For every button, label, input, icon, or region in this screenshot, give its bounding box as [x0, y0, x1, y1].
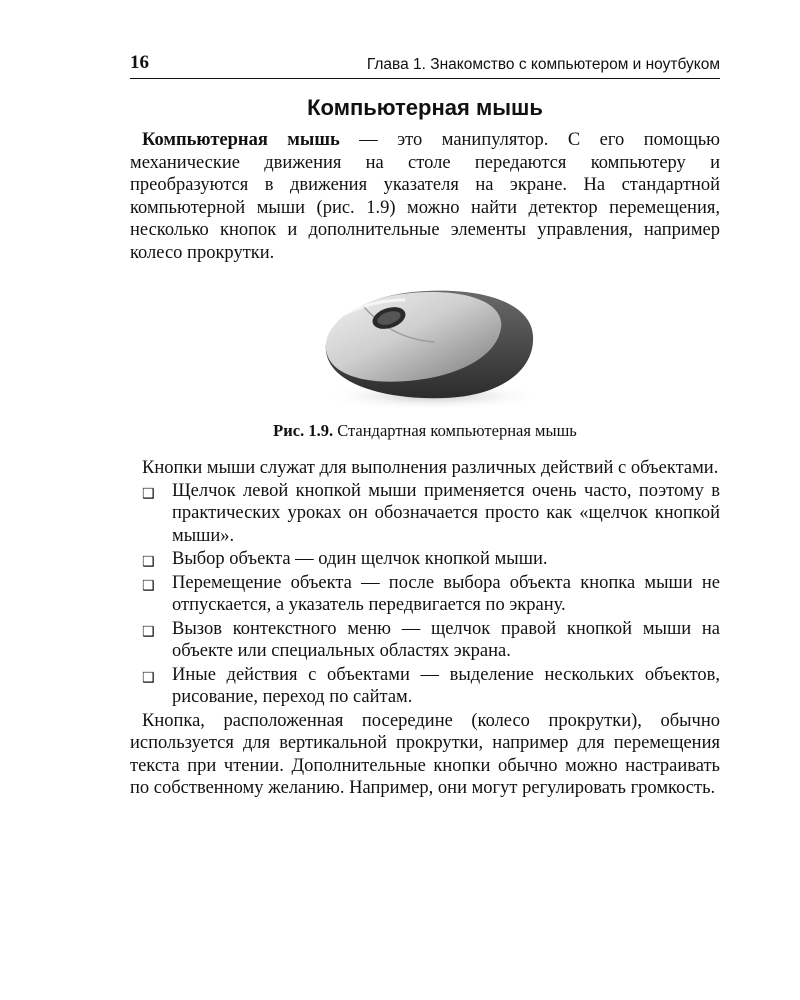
intro-paragraph — [130, 129, 720, 264]
running-title: Глава 1. Знакомство с компьютером и ноутбуком — [366, 56, 720, 73]
checkbox-bullet-icon: ❑ — [142, 554, 155, 570]
list-item — [130, 618, 720, 663]
figure-caption — [130, 421, 720, 441]
page-header — [130, 52, 720, 79]
list-item — [130, 480, 720, 548]
list-item-text: Иные действия с объектами — выделение нескольких объектов, рисование, переход по сайтам. — [172, 664, 720, 707]
section-title: Компьютерная мышь — [307, 95, 543, 120]
bullet-list — [130, 480, 720, 709]
intro-term: Компьютерная мышь — [142, 130, 340, 150]
checkbox-bullet-icon: ❑ — [142, 577, 155, 594]
list-intro-paragraph: Кнопки мыши служат для выполнения различных действий с объектами. — [142, 458, 719, 478]
computer-mouse-icon — [305, 278, 545, 413]
checkbox-bullet-icon: ❑ — [142, 485, 155, 502]
intro-text: — это манипулятор. С его помощью механические движения на столе передаются компьютеру и преобразуются в движения указателя на экране. На стандартной компьютерной мыши (рис. 1.9) можно найти детектор перемещения, несколько кнопок и дополнительные элементы управления, например колесо прокрутки. — [130, 130, 720, 263]
page-number: 16 — [130, 52, 149, 73]
checkbox-bullet-icon: ❑ — [142, 669, 155, 686]
list-item — [130, 572, 720, 617]
list-item-text: Щелчок левой кнопкой мыши применяется очень часто, поэтому в практических уроках он обозначается просто как «щелчок кнопкой мыши». — [172, 480, 720, 546]
list-item — [130, 548, 720, 571]
caption-label: Рис. 1.9. — [273, 421, 334, 440]
book-page — [130, 52, 720, 800]
list-item-text: Выбор объекта — один щелчок кнопкой мыши. — [172, 549, 548, 569]
caption-text: Стандартная компьютерная мышь — [333, 421, 577, 440]
list-item-text: Вызов контекстного меню — щелчок правой кнопкой мыши на объекте или специальных областях экрана. — [172, 618, 720, 661]
closing-paragraph: Кнопка, расположенная посередине (колесо прокрутки), обычно используется для вертикальной прокрутки, например для перемещения текста при чтении. Дополнительные кнопки обычно можно настраивать по собственному желанию. Например, они могут регулировать громкость. — [130, 710, 720, 798]
checkbox-bullet-icon: ❑ — [142, 623, 155, 640]
figure-mouse — [130, 278, 720, 413]
list-item-text: Перемещение объекта — после выбора объекта кнопка мыши не отпускается, а указатель передвигается по экрану. — [172, 572, 720, 615]
list-item — [130, 664, 720, 709]
